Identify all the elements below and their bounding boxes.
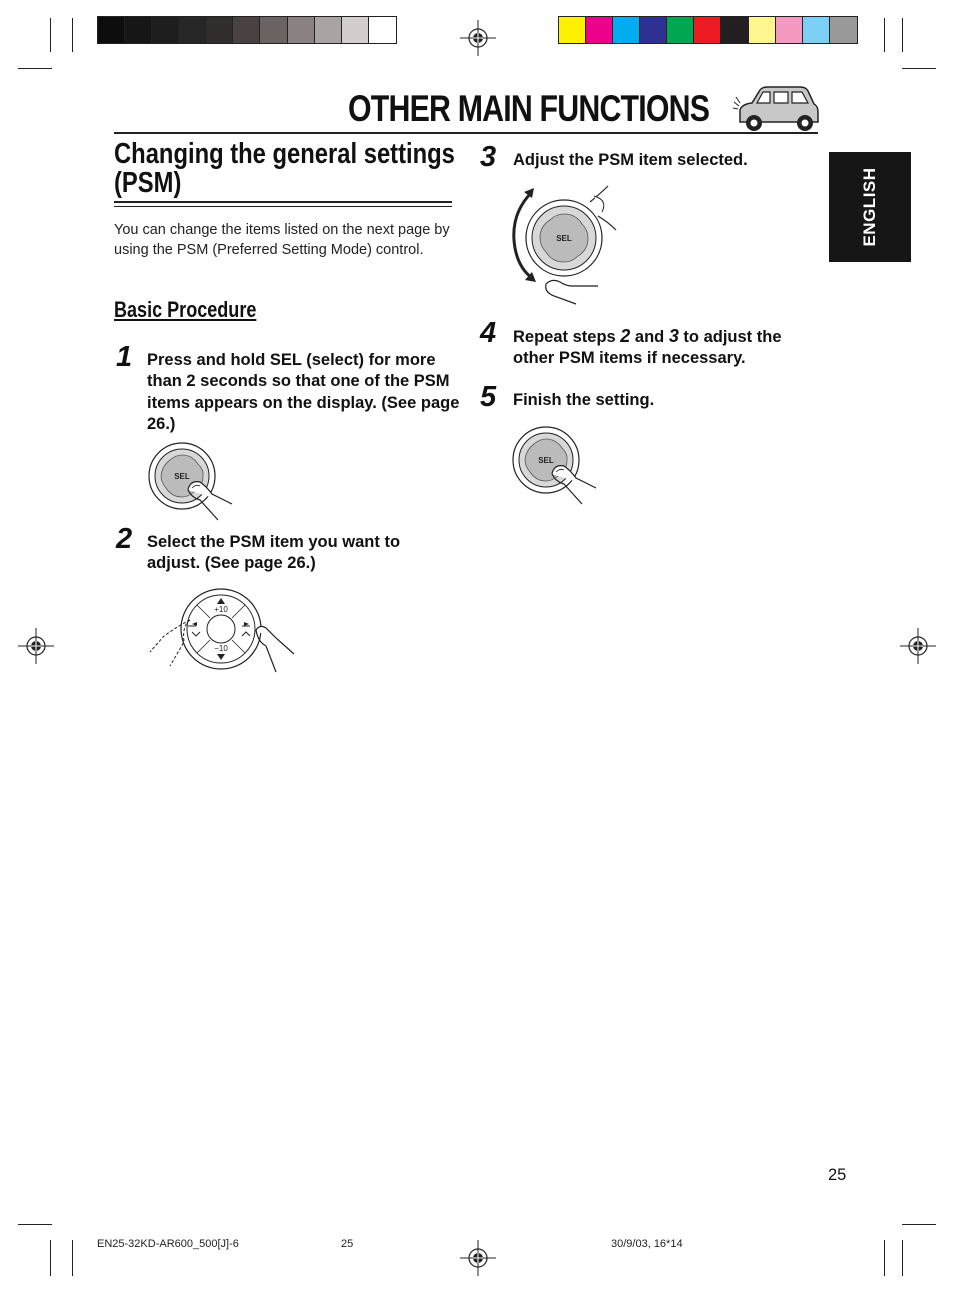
step-text xyxy=(513,326,813,370)
step-number: 4 xyxy=(480,317,497,349)
calibration-swatch xyxy=(803,17,830,43)
control-ring-figure xyxy=(148,588,298,674)
section-title-line1: Changing the general settings xyxy=(114,138,455,170)
section-title xyxy=(114,138,455,199)
step-text: Adjust the PSM item selected. xyxy=(513,151,748,169)
calibration-swatch xyxy=(206,17,233,43)
car-icon xyxy=(732,82,820,134)
calibration-swatch xyxy=(125,17,152,43)
calibration-swatch xyxy=(613,17,640,43)
sel-button-press-figure xyxy=(148,442,238,522)
step-text-part: and xyxy=(630,328,669,346)
step-text-part: Repeat steps xyxy=(513,328,621,346)
footer-page: 25 xyxy=(341,1238,354,1250)
step-text: Select the PSM item you want to adjust. (See page 26.) xyxy=(147,533,401,573)
grayscale-calibration-bar xyxy=(97,16,397,44)
calibration-swatch xyxy=(830,17,857,43)
calibration-swatch xyxy=(179,17,206,43)
calibration-swatch xyxy=(288,17,315,43)
registration-mark-icon xyxy=(900,628,936,664)
step-ref: 2 xyxy=(620,326,631,346)
language-tab-label: ENGLISH xyxy=(860,167,879,247)
sel-label: SEL xyxy=(538,456,554,465)
intro-paragraph: You can change the items listed on the next page by using the PSM (Preferred Setting Mode) control. xyxy=(114,222,450,258)
calibration-swatch xyxy=(98,17,125,43)
section-title-line2: (PSM) xyxy=(114,167,182,199)
sel-button-press-figure xyxy=(512,426,602,506)
rotate-sel-figure xyxy=(512,182,622,306)
step-number: 1 xyxy=(116,341,133,373)
footer-code: EN25-32KD-AR600_500[J]-6 xyxy=(97,1238,239,1250)
subheading: Basic Procedure xyxy=(114,297,257,322)
step-number: 2 xyxy=(116,523,133,555)
plus10-label: +10 xyxy=(214,605,228,614)
step-text: Finish the setting. xyxy=(513,391,655,409)
step-number: 5 xyxy=(480,381,497,413)
calibration-swatch xyxy=(260,17,287,43)
section-rule xyxy=(114,206,452,207)
calibration-swatch xyxy=(586,17,613,43)
calibration-swatch xyxy=(721,17,748,43)
title-rule xyxy=(114,132,818,134)
section-rule xyxy=(114,201,452,203)
sel-label: SEL xyxy=(174,472,190,481)
registration-mark-icon xyxy=(18,628,54,664)
registration-mark-icon xyxy=(460,20,496,56)
calibration-swatch xyxy=(369,17,396,43)
page-number: 25 xyxy=(828,1166,847,1184)
calibration-swatch xyxy=(315,17,342,43)
calibration-swatch xyxy=(749,17,776,43)
minus10-label: −10 xyxy=(214,644,228,653)
calibration-swatch xyxy=(667,17,694,43)
color-calibration-bar xyxy=(558,16,858,44)
sel-label: SEL xyxy=(556,234,572,243)
calibration-swatch xyxy=(152,17,179,43)
registration-mark-icon xyxy=(460,1240,496,1276)
calibration-swatch xyxy=(694,17,721,43)
calibration-swatch xyxy=(640,17,667,43)
step-text: Press and hold SEL (select) for more than 2 seconds so that one of the PSM items appears on the display. (See page 26.) xyxy=(147,351,460,433)
language-tab xyxy=(829,152,911,262)
footer-date: 30/9/03, 16*14 xyxy=(611,1238,683,1250)
calibration-swatch xyxy=(233,17,260,43)
page-title: OTHER MAIN FUNCTIONS xyxy=(348,88,710,129)
calibration-swatch xyxy=(559,17,586,43)
calibration-swatch xyxy=(342,17,369,43)
calibration-swatch xyxy=(776,17,803,43)
step-ref: 3 xyxy=(668,326,679,346)
step-number: 3 xyxy=(480,141,497,173)
step-text-part: to adjust the other PSM items if necessary. xyxy=(513,328,782,368)
